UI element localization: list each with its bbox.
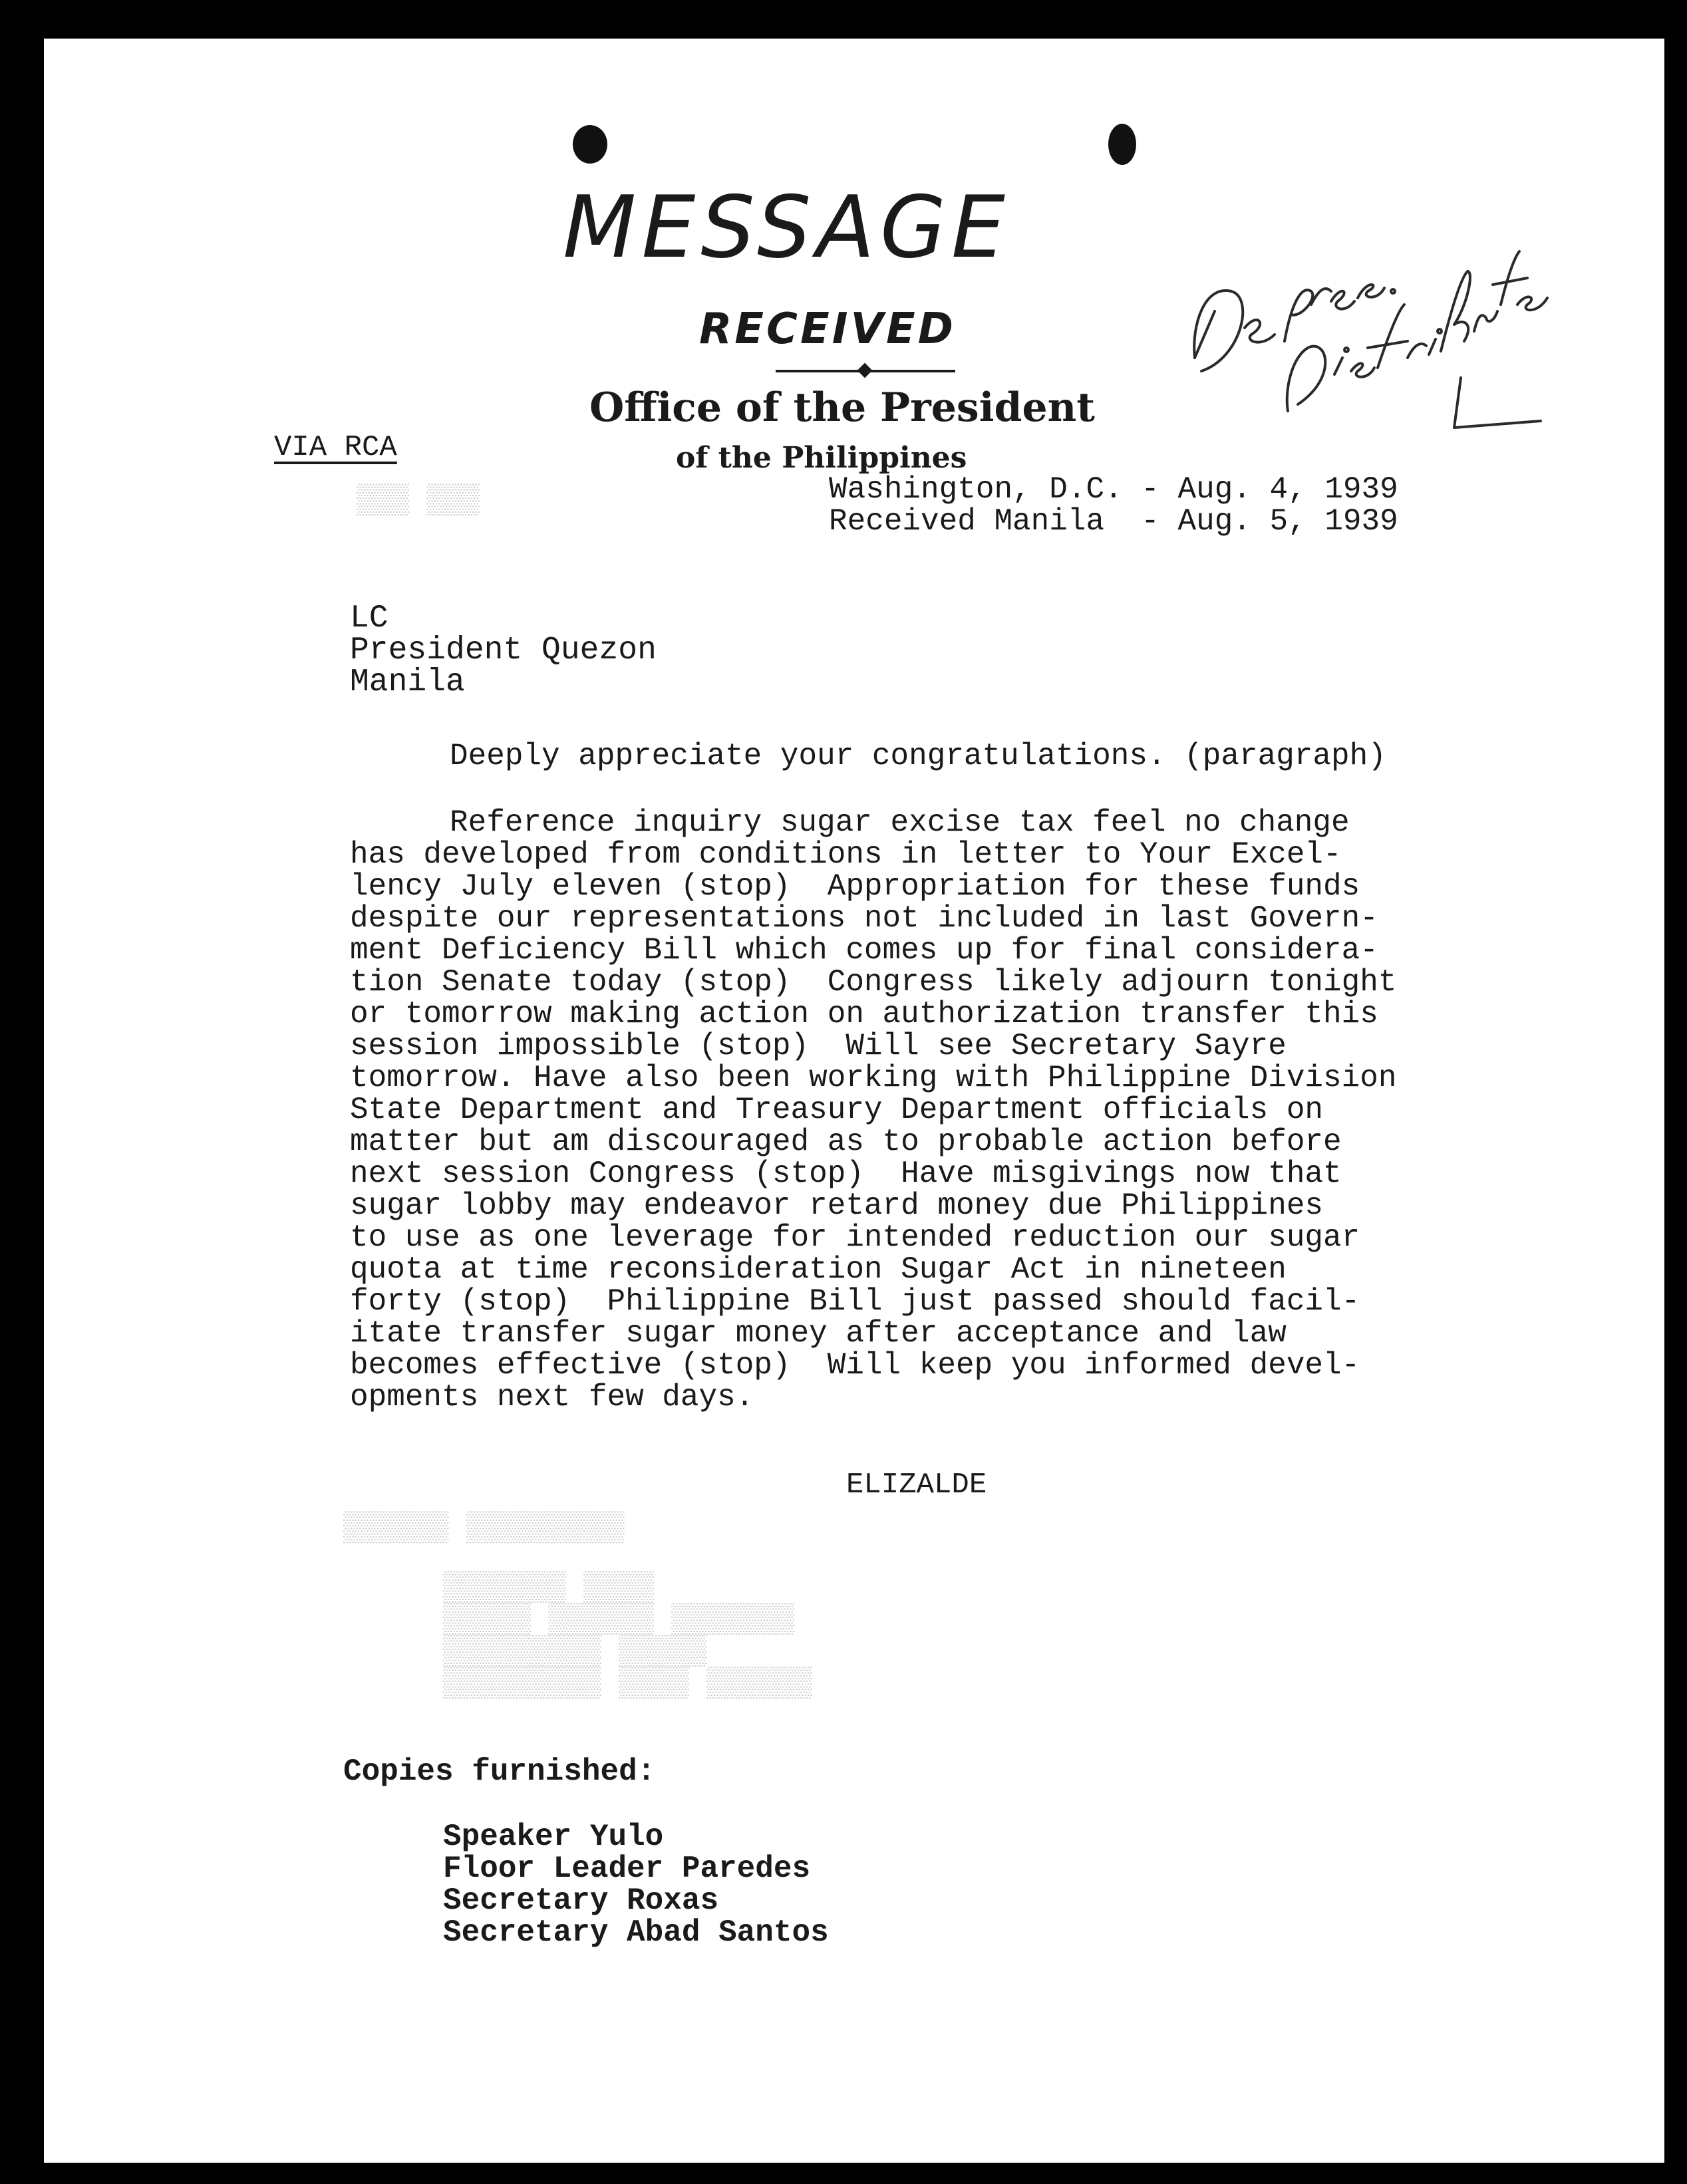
address-line: LC [350, 601, 388, 636]
message-line: itate transfer sugar money after acceptance and law [350, 1316, 1287, 1351]
handwritten-annotation [1168, 192, 1561, 471]
copies-recipient: Floor Leader Paredes [443, 1851, 811, 1886]
copies-recipient: Secretary Roxas [443, 1883, 719, 1918]
bleed-through-text: ▒▒▒▒▒ ▒▒▒▒▒▒ ▒▒▒▒▒▒▒ [443, 1603, 795, 1637]
message-line: tomorrow. Have also been working with Philippine Division [350, 1061, 1397, 1095]
message-line: ment Deficiency Bill which comes up for final considera- [350, 933, 1378, 968]
message-line: or tomorrow making action on authorization transfer this [350, 997, 1378, 1031]
sent-date-line: Washington, D.C. - Aug. 4, 1939 [829, 472, 1398, 507]
bleed-through-text: ▒▒▒▒▒▒▒ ▒▒▒▒ [443, 1571, 654, 1605]
message-line: session impossible (stop) Will see Secretary Sayre [350, 1029, 1287, 1063]
message-line: sugar lobby may endeavor retard money due Philippines [350, 1188, 1324, 1223]
received-date-line: Received Manila - Aug. 5, 1939 [829, 504, 1398, 539]
message-line: matter but am discouraged as to probable action before [350, 1125, 1342, 1159]
message-line: next session Congress (stop) Have misgivings now that [350, 1157, 1342, 1191]
header-divider-ornament [857, 363, 873, 378]
header-subtitle: RECEIVED [699, 305, 956, 354]
bleed-through-text: ▒▒▒ ▒▒▒ [357, 484, 480, 517]
message-line: forty (stop) Philippine Bill just passed should facil- [350, 1284, 1360, 1319]
message-line: to use as one leverage for intended reduction our sugar [350, 1220, 1360, 1255]
header-title: MESSAGE [563, 178, 1010, 277]
address-line: President Quezon [350, 632, 657, 668]
header-office-line2: of the Philippines [676, 441, 967, 475]
message-line: lency July eleven (stop) Appropriation for these funds [350, 869, 1360, 904]
punch-mark-right [1108, 124, 1136, 165]
message-line: despite our representations not included in last Govern- [350, 901, 1378, 936]
message-line: State Department and Treasury Department officials on [350, 1093, 1324, 1127]
message-line: opments next few days. [350, 1380, 754, 1415]
header-office-line1: Office of the President [589, 384, 1095, 431]
message-line: becomes effective (stop) Will keep you informed devel- [350, 1348, 1360, 1383]
copies-recipient: Speaker Yulo [443, 1820, 664, 1854]
bleed-through-text: ▒▒▒▒▒▒▒▒▒ ▒▒▒▒ ▒▒▒▒▒▒ [443, 1667, 812, 1701]
copies-heading: Copies furnished: [343, 1754, 656, 1789]
signature: ELIZALDE [846, 1468, 987, 1502]
message-line: tion Senate today (stop) Congress likely adjourn tonight [350, 965, 1397, 1000]
message-line: Reference inquiry sugar excise tax feel no change [450, 805, 1350, 840]
bleed-through-text: ▒▒▒▒▒▒ ▒▒▒▒▒▒▒▒▒ [343, 1512, 625, 1545]
punch-mark-left [573, 125, 607, 164]
bleed-through-text: ▒▒▒▒▒▒▒▒▒ ▒▒▒▒▒ [443, 1635, 707, 1669]
message-line: quota at time reconsideration Sugar Act in nineteen [350, 1252, 1287, 1287]
message-line: has developed from conditions in letter to Your Excel- [350, 837, 1342, 872]
address-line: Manila [350, 664, 465, 700]
copies-recipient: Secretary Abad Santos [443, 1915, 829, 1950]
transmission-via: VIA RCA [274, 431, 397, 464]
document-page [44, 39, 1664, 2163]
message-opening: Deeply appreciate your congratulations. (paragraph) [450, 739, 1386, 773]
